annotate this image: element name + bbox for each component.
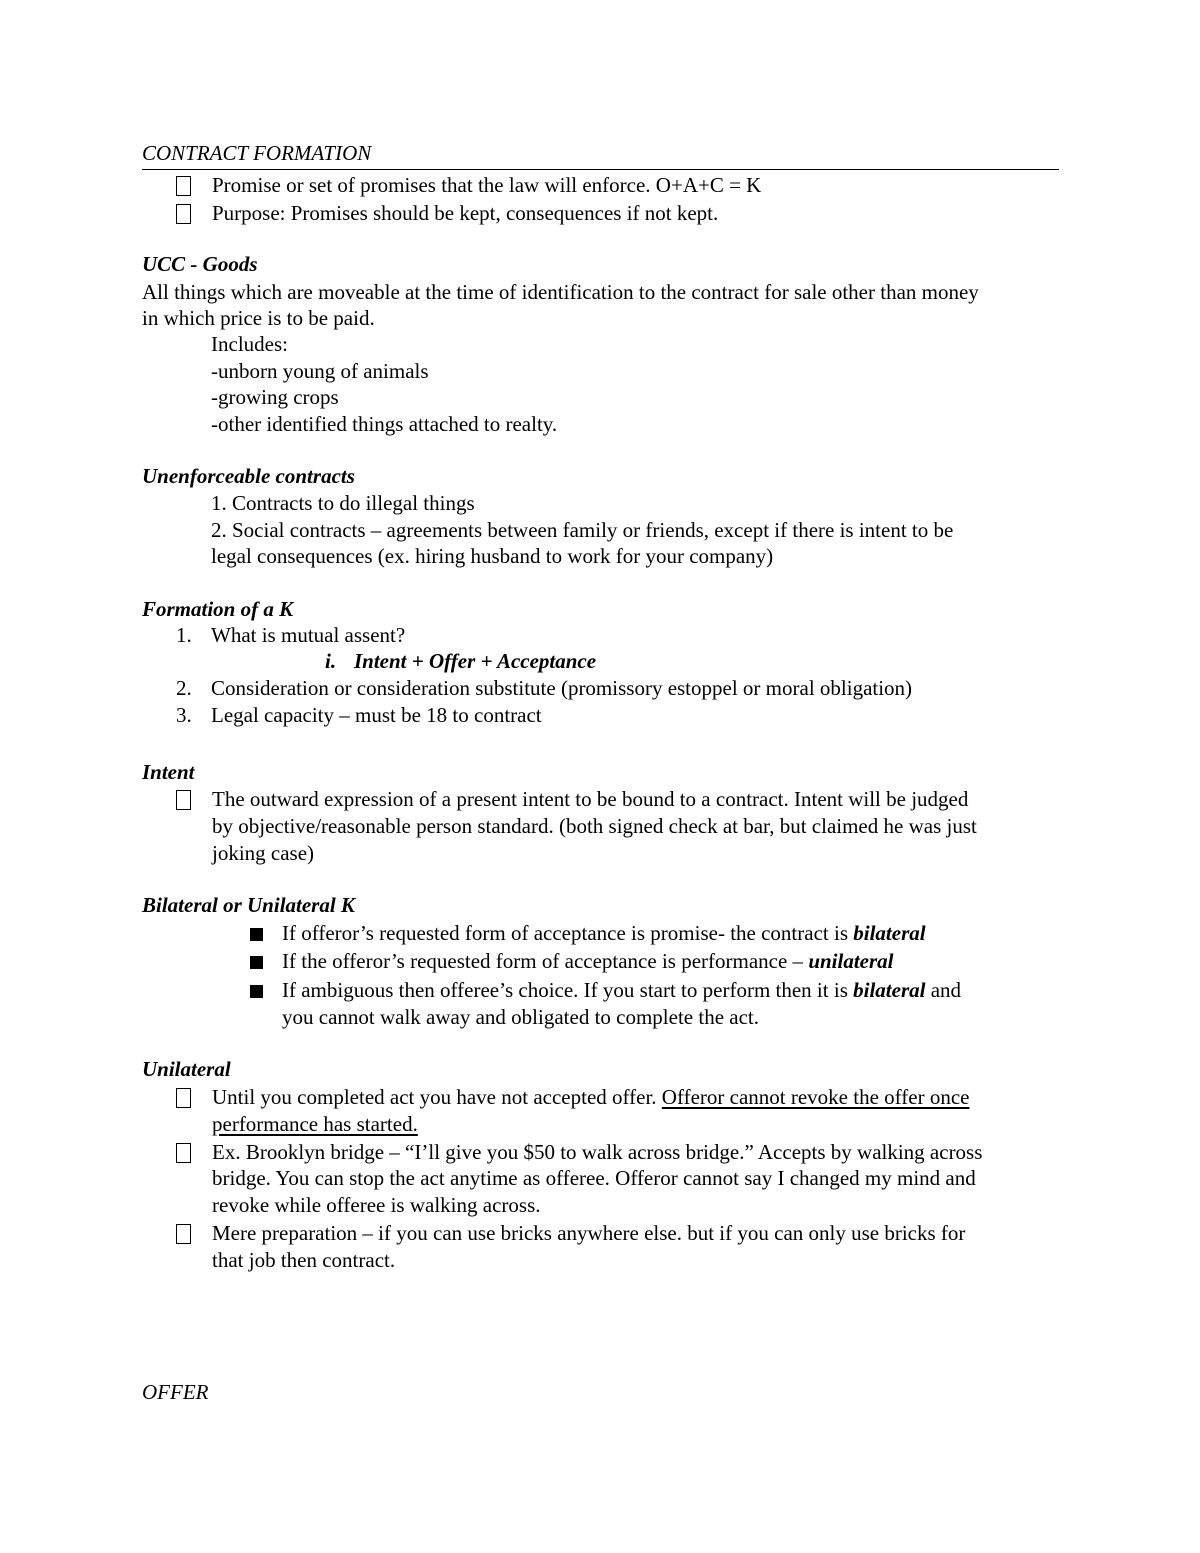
bullet-glyph-icon <box>176 790 191 810</box>
paragraph-line: All things which are moveable at the time of identification to the contract for sale other than money <box>142 280 979 304</box>
bullet-text-continuation: you cannot walk away and obligated to complete the act. <box>282 1005 760 1029</box>
list-number: 2. <box>176 676 192 700</box>
bullet-text-continuation: joking case) <box>212 841 315 865</box>
bullet-text-continuation: that job then contract. <box>212 1248 396 1272</box>
includes-label: Includes: <box>211 332 288 356</box>
list-item: Consideration or consideration substitute (promissory estoppel or moral obligation) <box>211 676 913 700</box>
list-item: -unborn young of animals <box>211 359 429 383</box>
paragraph-line: in which price is to be paid. <box>142 306 375 330</box>
section-heading-contract-formation: CONTRACT FORMATION <box>142 141 372 165</box>
sub-list-number: i. <box>325 649 337 673</box>
bullet-text: If the offeror’s requested form of acceptance is performance – unilateral <box>282 949 894 973</box>
square-bullet-icon <box>250 928 263 941</box>
bullet-text: Promise or set of promises that the law will enforce. O+A+C = K <box>212 173 762 197</box>
bullet-text: If offeror’s requested form of acceptance is promise- the contract is bilateral <box>282 921 926 945</box>
bullet-text: The outward expression of a present intent to be bound to a contract. Intent will be judged <box>212 787 969 811</box>
list-item-continuation: legal consequences (ex. hiring husband to work for your company) <box>211 544 774 568</box>
section-heading-ucc-goods: UCC - Goods <box>142 252 258 276</box>
section-heading-unilateral: Unilateral <box>142 1057 231 1081</box>
list-item: -growing crops <box>211 385 339 409</box>
bullet-text-continuation: bridge. You can stop the act anytime as offeree. Offeror cannot say I changed my mind and <box>212 1166 976 1190</box>
list-item: Legal capacity – must be 18 to contract <box>211 703 542 727</box>
list-number: 3. <box>176 703 192 727</box>
bullet-text: Until you completed act you have not accepted offer. Offeror cannot revoke the offer once <box>212 1085 970 1109</box>
list-item: 1. Contracts to do illegal things <box>211 491 475 515</box>
bullet-text-continuation: performance has started. <box>212 1112 418 1136</box>
bullet-glyph-icon <box>176 204 191 224</box>
emphasis: unilateral <box>808 949 894 973</box>
list-item: -other identified things attached to realty. <box>211 412 558 436</box>
bullet-glyph-icon <box>176 1224 191 1244</box>
section-heading-bilateral-unilateral: Bilateral or Unilateral K <box>142 893 355 917</box>
bullet-text: Mere preparation – if you can use bricks anywhere else. but if you can only use bricks for <box>212 1221 966 1245</box>
section-heading-intent: Intent <box>142 760 195 784</box>
bullet-text: Ex. Brooklyn bridge – “I’ll give you $50 to walk across bridge.” Accepts by walking across <box>212 1140 983 1164</box>
emphasis: bilateral <box>853 978 926 1002</box>
bullet-glyph-icon <box>176 1088 191 1108</box>
sub-list-item: Intent + Offer + Acceptance <box>354 649 597 673</box>
bullet-text-continuation: revoke while offeree is walking across. <box>212 1193 541 1217</box>
list-item: What is mutual assent? <box>211 623 406 647</box>
bullet-text: If ambiguous then offeree’s choice. If you start to perform then it is bilateral and <box>282 978 962 1002</box>
section-heading-formation: Formation of a K <box>142 597 294 621</box>
square-bullet-icon <box>250 985 263 998</box>
list-item: 2. Social contracts – agreements between family or friends, except if there is intent to be <box>211 518 954 542</box>
bullet-text: Purpose: Promises should be kept, consequences if not kept. <box>212 201 719 225</box>
emphasis: bilateral <box>853 921 926 945</box>
section-heading-unenforceable: Unenforceable contracts <box>142 464 355 488</box>
square-bullet-icon <box>250 956 263 969</box>
section-heading-offer: OFFER <box>142 1380 209 1404</box>
heading-rule <box>142 169 1059 170</box>
bullet-glyph-icon <box>176 176 191 196</box>
bullet-text-continuation: by objective/reasonable person standard. (both signed check at bar, but claimed he was just <box>212 814 977 838</box>
list-number: 1. <box>176 623 192 647</box>
underlined-text: Offeror cannot revoke the offer once <box>661 1085 970 1109</box>
bullet-glyph-icon <box>176 1143 191 1163</box>
